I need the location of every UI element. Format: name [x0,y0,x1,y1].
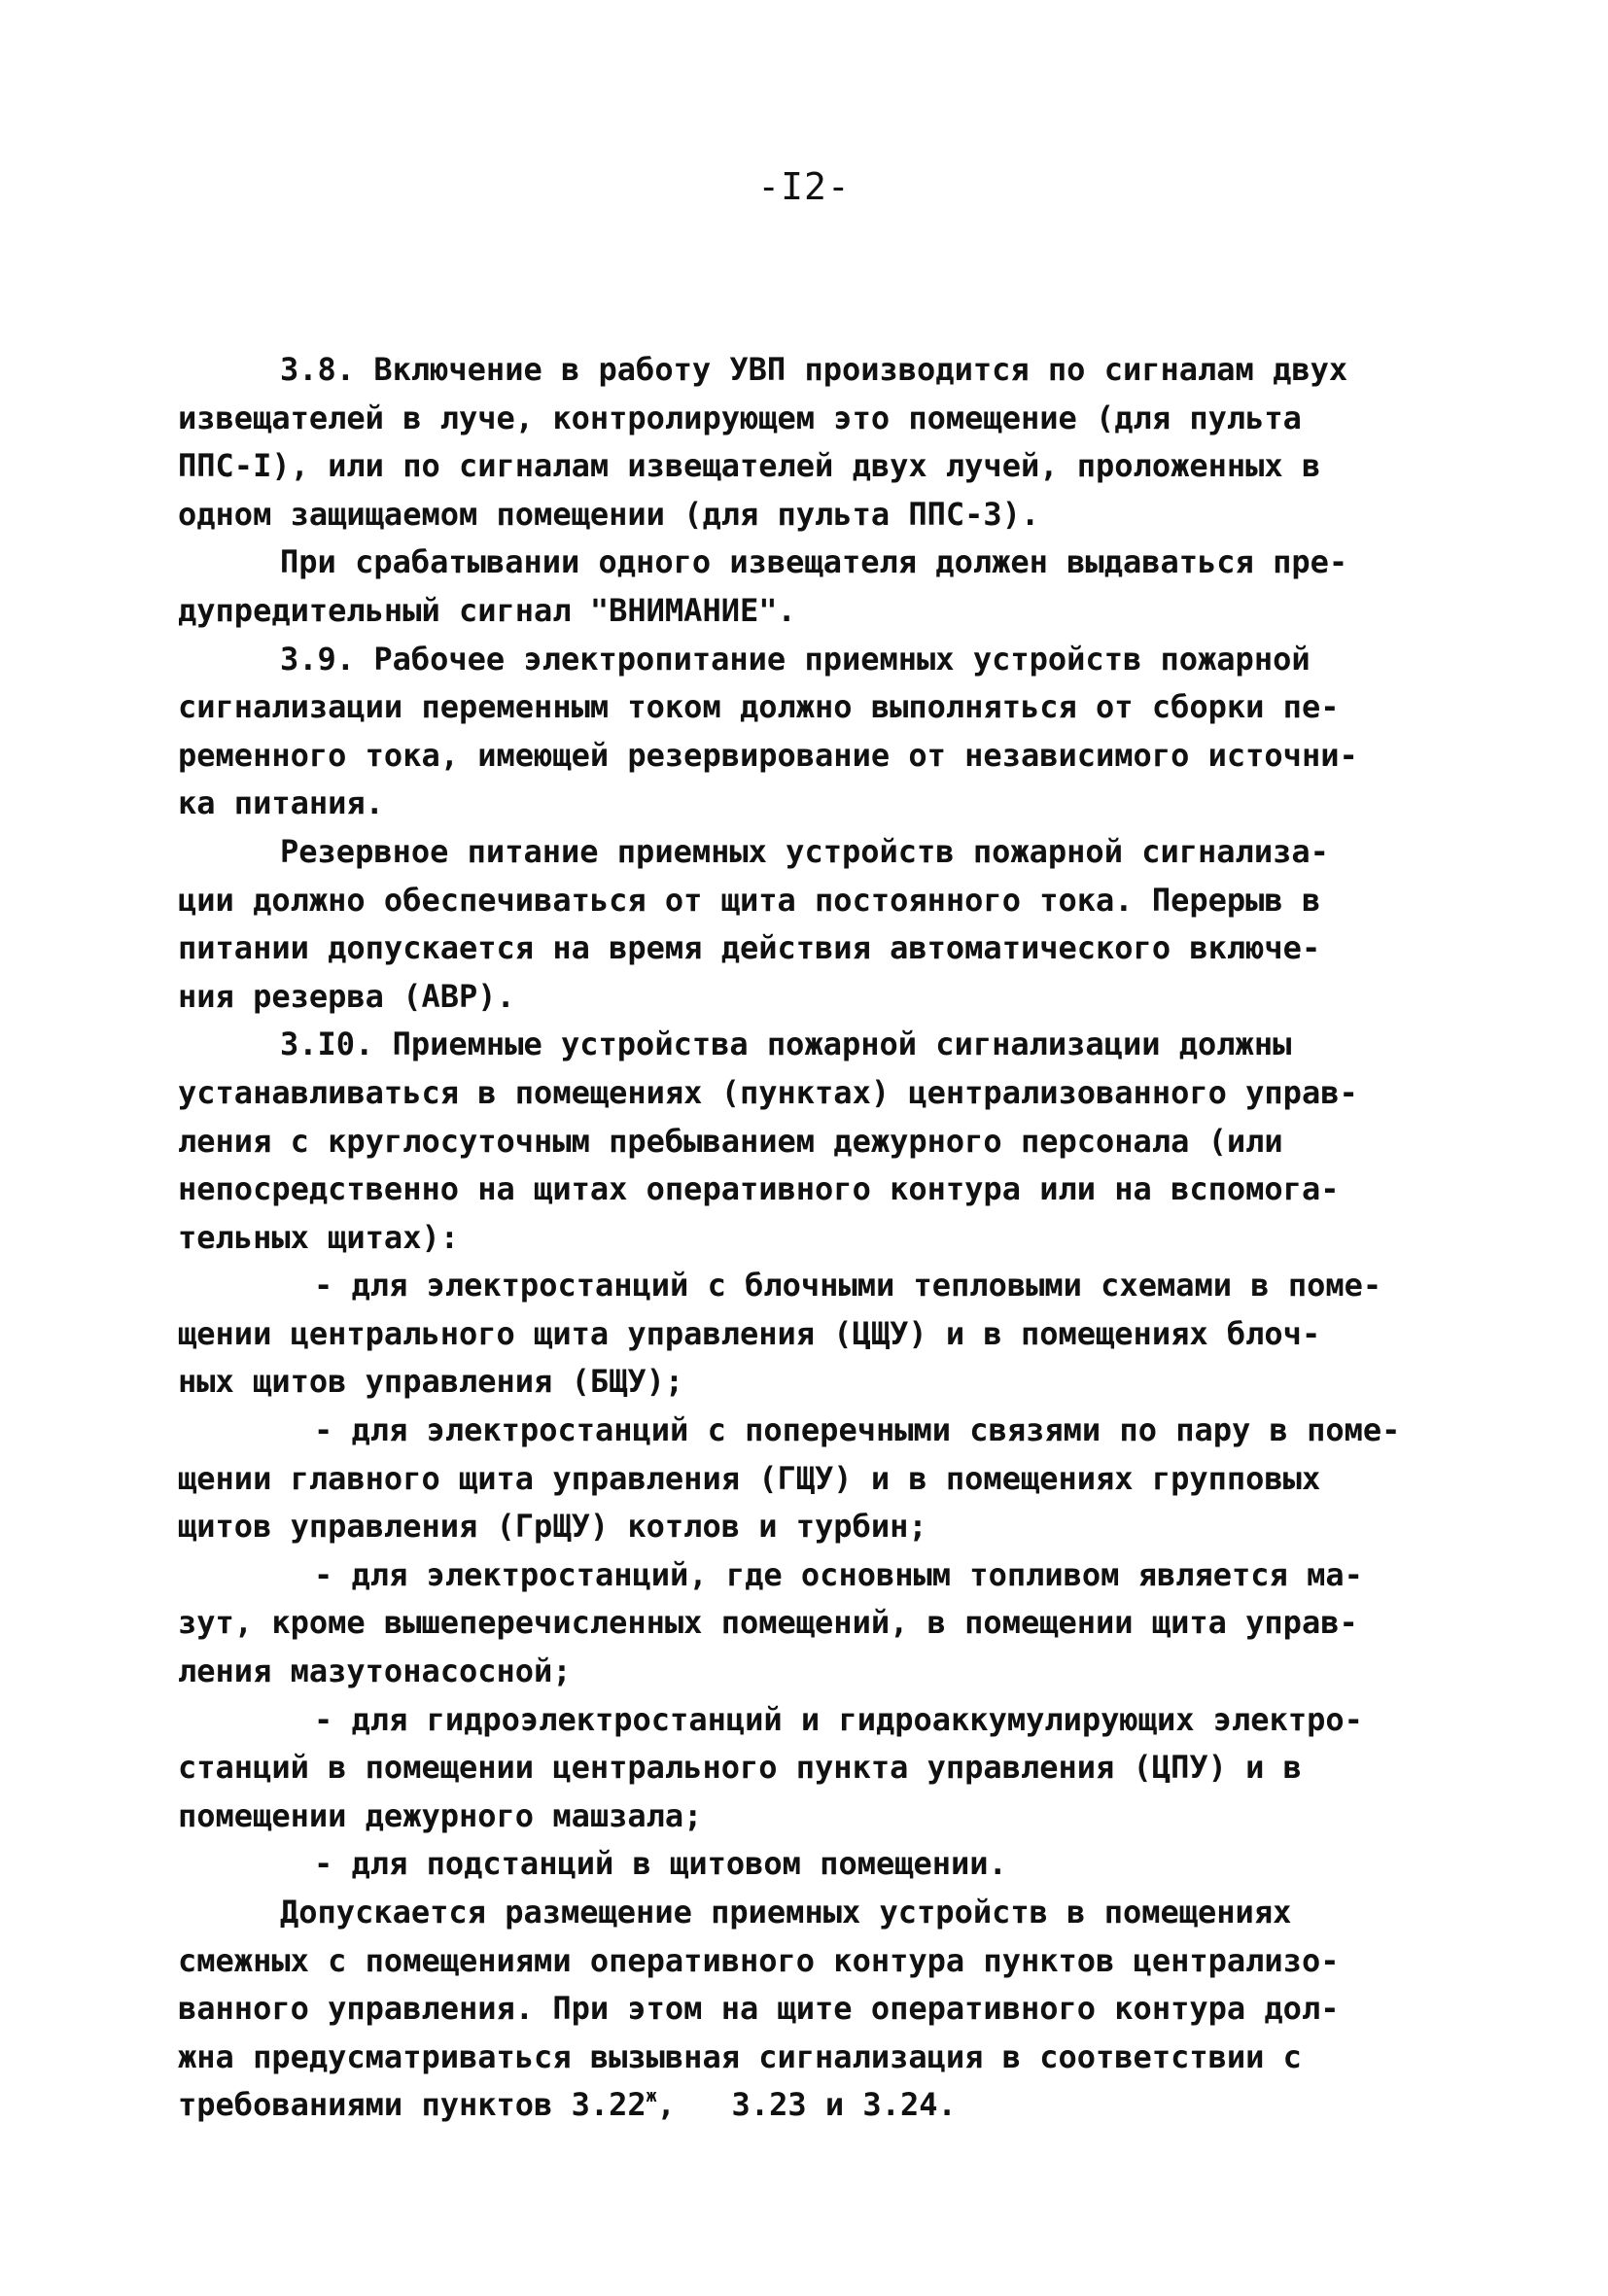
footnote-mark: ж [646,2086,657,2107]
text-line: 3.I0. Приемные устройства пожарной сигнализации должны [280,1026,1292,1063]
text-line: - для гидроэлектростанций и гидроаккумулирующих электро- [314,1700,1363,1738]
text-line: зут, кроме вышеперечисленных помещений, в помещении щита управ- [178,1604,1358,1642]
text-line: 3.9. Рабочее электропитание приемных устройств пожарной [280,640,1311,678]
text-line: одном защищаемом помещении (для пульта ППС-3). [178,495,1040,533]
text-line: извещателей в луче, контролирующем это помещение (для пульта [178,399,1302,436]
text-line: смежных с помещениями оперативного контура пунктов централизо- [178,1941,1340,1979]
text-line: 3.8. Включение в работу УВП производится по сигналам двух [280,351,1348,388]
text-line: жна предусматриваться вызывная сигнализация в соответствии с [178,2037,1302,2075]
text-line: сигнализации переменным током должно выполняться от сборки пе- [178,688,1340,726]
text-line: - для электростанций с блочными тепловыми схемами в поме- [314,1267,1382,1305]
text-line: помещении дежурного машзала; [178,1796,703,1834]
text-line: щитов управления (ГрЩУ) котлов и турбин; [178,1508,927,1546]
text-line: тельных щитах): [178,1218,459,1256]
text-line: ка питания. [178,784,384,822]
text-line-last [178,2081,1422,2130]
text-line: При срабатывании одного извещателя должен выдаваться пре- [280,543,1348,581]
text-line: ных щитов управления (БЩУ); [178,1363,684,1401]
text-line: ния резерва (АВР). [178,977,515,1015]
last-line-tail: , 3.23 и 3.24. [656,2086,957,2124]
text-line: - для электростанций, где основным топливом является ма- [314,1555,1363,1593]
document-body [178,346,1422,2130]
text-line: ременного тока, имеющей резервирование от независимого источни- [178,736,1358,774]
text-line: Резервное питание приемных устройств пожарной сигнализа- [280,832,1329,870]
text-line: - для подстанций в щитовом помещении. [314,1845,1007,1883]
last-line-text: требованиями пунктов 3.22 [178,2086,647,2124]
text-line: щении главного щита управления (ГЩУ) и в помещениях групповых [178,1459,1321,1497]
page-number: -I2- [757,165,851,208]
text-line: ППС-I), или по сигналам извещателей двух лучей, проложенных в [178,447,1321,485]
text-line: щении центрального щита управления (ЦЩУ) и в помещениях блоч- [178,1314,1321,1352]
text-line: дупредительный сигнал "ВНИМАНИЕ". [178,591,796,629]
text-line: питании допускается на время действия автоматического включе- [178,929,1321,967]
text-line: станций в помещении центрального пункта управления (ЦПУ) и в [178,1749,1302,1787]
text-line: ванного управления. При этом на щите оперативного контура дол- [178,1990,1340,2028]
text-line: ции должно обеспечиваться от щита постоянного тока. Перерыв в [178,881,1321,919]
text-line: ления мазутонасосной; [178,1652,572,1690]
text-line: устанавливаться в помещениях (пунктах) централизованного управ- [178,1073,1358,1111]
text-line: ления с круглосуточным пребыванием дежурного персонала (или [178,1122,1283,1160]
text-line: - для электростанций с поперечными связями по пару в поме- [314,1411,1401,1449]
text-line: непосредственно на щитах оперативного контура или на вспомога- [178,1170,1340,1208]
text-line: Допускается размещение приемных устройств в помещениях [280,1894,1292,1931]
